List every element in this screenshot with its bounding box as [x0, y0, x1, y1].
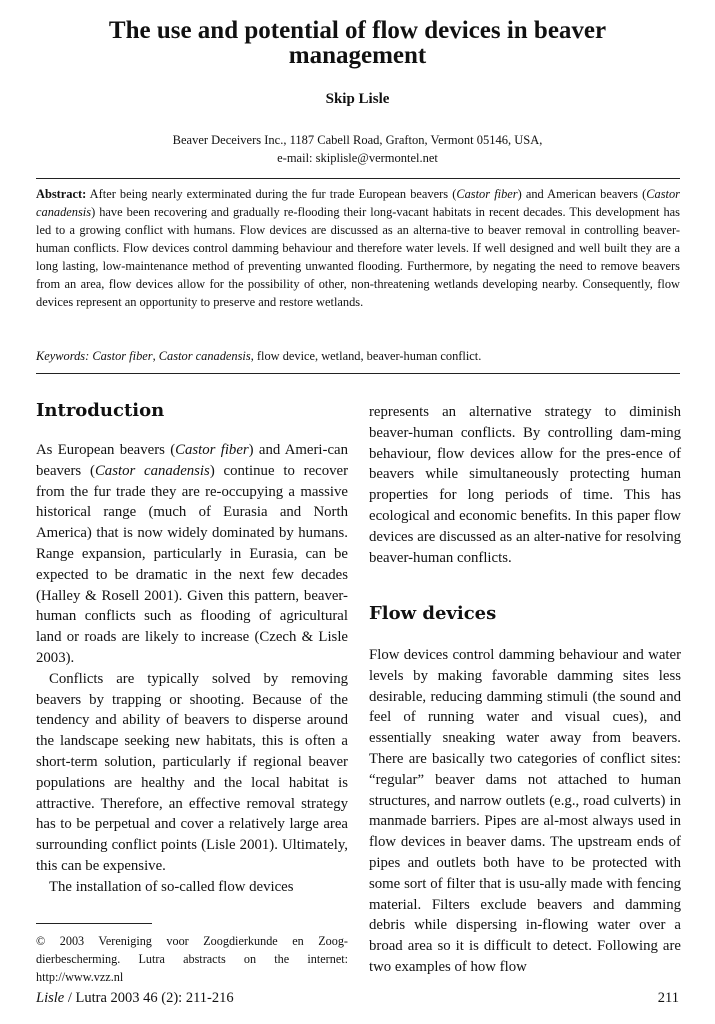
intro-column: [36, 440, 348, 898]
intro-paragraph-1: [36, 440, 348, 669]
abstract: [36, 185, 680, 311]
footer-journal: / Lutra 2003 46 (2): 211-216: [64, 990, 234, 1006]
text: ) continue to recover from the fur trade they are re-occupying a massive historical range (much of Eurasia and North America) that is now widely dominated by humans. Range expansion, particularly in Eurasia, can be expected to be dramatic in the next few decades (Halley & Rosell 2001). Given this pattern, beaver-human conflicts such as flooding of agricultural land or roads are likely to increase (Czech & Lisle 2003).: [36, 462, 349, 666]
abstract-top-rule: [36, 178, 680, 179]
intro-paragraph-2: Conflicts are typically solved by removing beavers by trapping or shooting. Because of the tendency and ability of beavers to disperse around the landscape seeking new habitats, this is often a short-term solution, particularly if regional beaver populations are healthy and the local habitat is attractive. Therefore, an effective removal strategy has to be perpetual and cover a relatively large area surrounding conflict points (Lisle 2001). Ultimately, this can be expensive.: [36, 670, 348, 874]
footnote-rule: [36, 923, 152, 924]
abstract-text: After being nearly exterminated during the fur trade European beavers (: [86, 187, 457, 201]
paper-title: [40, 18, 675, 68]
section-heading-flow-devices: Flow devices: [369, 603, 497, 624]
footer-citation: [36, 990, 234, 1007]
section-heading-introduction: Introduction: [36, 400, 165, 421]
keyword-separator: ,: [152, 349, 159, 363]
affiliation-email: e-mail: skiplisle@vermontel.net: [277, 151, 438, 165]
text: As European beavers (: [36, 442, 176, 458]
keywords-label: Keywords:: [36, 349, 90, 363]
abstract-label: Abstract:: [36, 187, 87, 201]
author-name: Skip Lisle: [325, 91, 390, 107]
keywords: [36, 347, 680, 365]
text: ) and Ameri-can beavers (: [36, 442, 348, 479]
page-number: 211: [657, 990, 679, 1006]
copyright-footnote: © 2003 Vereniging voor Zoogdierkunde en Zoog-dierbescherming. Lutra abstracts on the internet: http://www.vzz.nl: [36, 934, 348, 984]
flow-devices-paragraph: Flow devices control damming behaviour and water levels by making favorable damming sites less desirable, reducing damming stimuli (the sound and feel of running water and visual cues), and essentially sneaking water away from beavers. There are basically two categories of conflict sites: “regular” beaver dams not attached to human structures, and narrow outlets (e.g., road culverts) in manmade barriers. Pipes are al-most always used in flow devices in beaver dams. The upstream ends of pipes and outlets both have to be protected with some sort of filter that is usu-ally made with fencing material. Filters exclude beavers and damming debris while dispersing in-flowing water over a broad area so it is difficult to detect. Following are two examples of how flow: [369, 647, 681, 975]
abstract-text: ) have been recovering and gradually re-flooding their long-vacant habitats in recent decades. This development has led to a growing conflict with humans. Flow devices are discussed as an alterna-tive to beaver removal in controlling beaver-human conflicts. Flow devices control damming behaviour and therefore water levels. If well designed and well built they are a long lasting, low-maintenance method of preventing unwanted flooding. Furthermore, by negating the need to remove beavers from an area, flow devices allow for the possibility of other, non-threatening wetlands developing nearby. Consequently, flow devices represent an opportunity to preserve and restore wetlands.: [36, 205, 680, 309]
keyword: Castor canadensis: [158, 349, 251, 363]
title-line-2: management: [288, 42, 427, 69]
keyword: Castor fiber: [92, 349, 153, 363]
keyword-rest: , flow device, wetland, beaver-human conflict.: [250, 349, 482, 363]
flow-devices-column: [369, 645, 681, 978]
intro-continuation: represents an alternative strategy to diminish beaver-human conflicts. By controlling dam-ming behaviour, flow devices allow for the pres-ence of beavers while simultaneously protecting human properties for long periods of time. This has ecological and economic benefits. In this paper flow devices are discussed as an alter-native for resolving beaver-human conflicts.: [369, 404, 681, 566]
species-name: Castor canadensis: [94, 462, 210, 479]
footer-author: Lisle: [36, 990, 65, 1006]
species-name: Castor fiber: [175, 442, 249, 458]
abstract-bottom-rule: [36, 373, 680, 374]
affiliation-address: Beaver Deceivers Inc., 1187 Cabell Road, Grafton, Vermont 05146, USA,: [172, 133, 543, 147]
affiliation: [40, 131, 675, 167]
species-name: Castor canadensis: [36, 187, 680, 219]
right-column-top: [369, 402, 681, 568]
intro-paragraph-3: The installation of so-called flow devices: [49, 878, 294, 895]
abstract-text: ) and American beavers (: [517, 187, 647, 201]
species-name: Castor fiber: [456, 187, 518, 201]
title-line-1: The use and potential of flow devices in beaver: [108, 17, 607, 44]
